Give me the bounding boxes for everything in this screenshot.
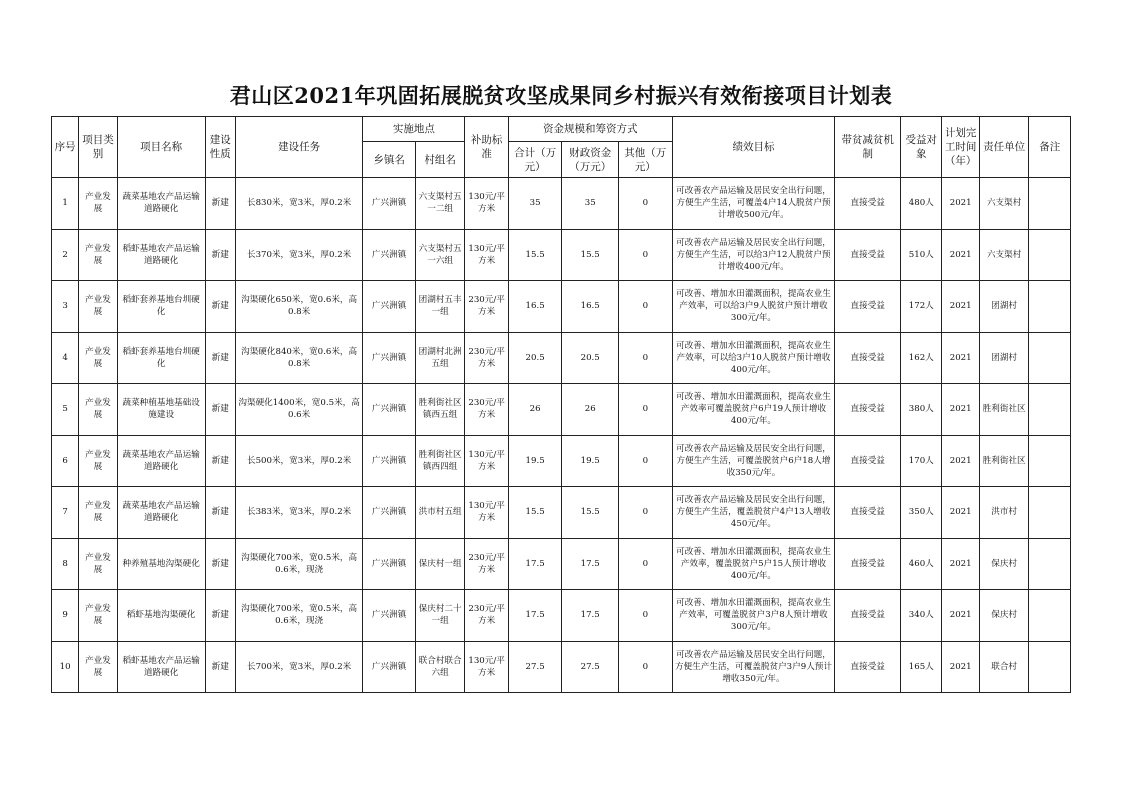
- header-category: 项目类别: [79, 117, 117, 178]
- cell-mechanism: 直接受益: [835, 178, 901, 230]
- cell-category: 产业发展: [79, 641, 117, 693]
- cell-seq: 5: [52, 384, 79, 436]
- cell-village: 保庆村二十一组: [415, 590, 465, 642]
- cell-town: 广兴洲镇: [363, 538, 416, 590]
- cell-nature: 新建: [205, 178, 235, 230]
- cell-remark: [1029, 538, 1071, 590]
- header-task: 建设任务: [235, 117, 362, 178]
- cell-fiscal: 20.5: [562, 332, 619, 384]
- cell-task: 长370米，宽3米，厚0.2米: [235, 229, 362, 281]
- cell-town: 广兴洲镇: [363, 590, 416, 642]
- cell-seq: 4: [52, 332, 79, 384]
- cell-name: 蔬菜基地农产品运输道路硬化: [117, 487, 205, 539]
- cell-name: 蔬菜基地农产品运输道路硬化: [117, 178, 205, 230]
- cell-unit: 胜利街社区: [979, 384, 1029, 436]
- cell-seq: 9: [52, 590, 79, 642]
- cell-village: 联合村联合六组: [415, 641, 465, 693]
- cell-plan-time: 2021: [942, 332, 979, 384]
- cell-subsidy: 230元/平方米: [465, 590, 508, 642]
- cell-nature: 新建: [205, 332, 235, 384]
- cell-unit: 联合村: [979, 641, 1029, 693]
- cell-remark: [1029, 384, 1071, 436]
- cell-village: 保庆村一组: [415, 538, 465, 590]
- cell-beneficiary: 340人: [901, 590, 942, 642]
- cell-goal: 可改善、增加水田灌溉面积，提高农业生产效率，覆盖脱贫户5户15人预计增收400元/年。: [672, 538, 835, 590]
- cell-remark: [1029, 590, 1071, 642]
- header-mechanism: 带贫减贫机制: [835, 117, 901, 178]
- cell-unit: 六支渠村: [979, 229, 1029, 281]
- cell-remark: [1029, 641, 1071, 693]
- cell-fiscal: 19.5: [562, 435, 619, 487]
- cell-fiscal: 16.5: [562, 281, 619, 333]
- cell-beneficiary: 165人: [901, 641, 942, 693]
- header-town: 乡镇名: [363, 142, 416, 178]
- cell-name: 稻虾基地沟渠硬化: [117, 590, 205, 642]
- cell-village: 胜利街社区镇西五组: [415, 384, 465, 436]
- cell-goal: 可改善农产品运输及居民安全出行问题，方便生产生活，可覆盖脱贫户6户18人增收350元/年。: [672, 435, 835, 487]
- table-row: [52, 229, 1071, 281]
- cell-other: 0: [619, 384, 673, 436]
- header-other: 其他（万元）: [619, 142, 673, 178]
- cell-other: 0: [619, 487, 673, 539]
- cell-mechanism: 直接受益: [835, 281, 901, 333]
- cell-plan-time: 2021: [942, 384, 979, 436]
- cell-category: 产业发展: [79, 229, 117, 281]
- cell-category: 产业发展: [79, 435, 117, 487]
- cell-category: 产业发展: [79, 590, 117, 642]
- cell-subsidy: 230元/平方米: [465, 281, 508, 333]
- cell-other: 0: [619, 641, 673, 693]
- cell-other: 0: [619, 538, 673, 590]
- table-row: [52, 384, 1071, 436]
- cell-name: 稻虾基地农产品运输道路硬化: [117, 641, 205, 693]
- cell-total: 15.5: [508, 229, 562, 281]
- cell-fiscal: 17.5: [562, 590, 619, 642]
- cell-fiscal: 17.5: [562, 538, 619, 590]
- cell-unit: 团湖村: [979, 281, 1029, 333]
- cell-name: 蔬菜基地农产品运输道路硬化: [117, 435, 205, 487]
- cell-goal: 可改善农产品运输及居民安全出行问题，方便生产生活，可以给3户12人脱贫户预计增收400元/年。: [672, 229, 835, 281]
- cell-fiscal: 26: [562, 384, 619, 436]
- cell-nature: 新建: [205, 590, 235, 642]
- cell-goal: 可改善、增加水田灌溉面积，提高农业生产效率可覆盖脱贫户6户19人预计增收400元/年。: [672, 384, 835, 436]
- cell-mechanism: 直接受益: [835, 538, 901, 590]
- cell-task: 沟渠硬化840米，宽0.6米，高0.8米: [235, 332, 362, 384]
- cell-subsidy: 130元/平方米: [465, 487, 508, 539]
- cell-seq: 8: [52, 538, 79, 590]
- table-row: [52, 538, 1071, 590]
- cell-task: 沟渠硬化700米，宽0.5米，高0.6米，现浇: [235, 538, 362, 590]
- cell-unit: 洪市村: [979, 487, 1029, 539]
- cell-goal: 可改善农产品运输及居民安全出行问题，方便生产生活，可覆盖4户14人脱贫户预计增收500元/年。: [672, 178, 835, 230]
- cell-nature: 新建: [205, 384, 235, 436]
- cell-other: 0: [619, 590, 673, 642]
- cell-village: 六支渠村五一六组: [415, 229, 465, 281]
- header-unit: 责任单位: [979, 117, 1029, 178]
- cell-task: 沟渠硬化650米，宽0.6米，高0.8米: [235, 281, 362, 333]
- cell-fiscal: 15.5: [562, 229, 619, 281]
- cell-goal: 可改善农产品运输及居民安全出行问题，方便生产生活，覆盖脱贫户4户13人增收450元/年。: [672, 487, 835, 539]
- cell-remark: [1029, 332, 1071, 384]
- cell-nature: 新建: [205, 538, 235, 590]
- cell-seq: 10: [52, 641, 79, 693]
- cell-other: 0: [619, 332, 673, 384]
- cell-remark: [1029, 281, 1071, 333]
- cell-unit: 保庆村: [979, 538, 1029, 590]
- project-plan-table: [51, 116, 1071, 693]
- cell-village: 洪市村五组: [415, 487, 465, 539]
- cell-category: 产业发展: [79, 487, 117, 539]
- cell-other: 0: [619, 229, 673, 281]
- cell-beneficiary: 460人: [901, 538, 942, 590]
- cell-remark: [1029, 487, 1071, 539]
- cell-remark: [1029, 229, 1071, 281]
- cell-category: 产业发展: [79, 538, 117, 590]
- cell-category: 产业发展: [79, 281, 117, 333]
- cell-task: 沟渠硬化1400米，宽0.5米，高0.6米: [235, 384, 362, 436]
- header-location: 实施地点: [363, 117, 465, 142]
- cell-unit: 胜利街社区: [979, 435, 1029, 487]
- cell-beneficiary: 170人: [901, 435, 942, 487]
- cell-seq: 2: [52, 229, 79, 281]
- cell-total: 17.5: [508, 590, 562, 642]
- cell-plan-time: 2021: [942, 590, 979, 642]
- cell-task: 长500米，宽3米，厚0.2米: [235, 435, 362, 487]
- cell-town: 广兴洲镇: [363, 178, 416, 230]
- page-title: 君山区2021年巩固拓展脱贫攻坚成果同乡村振兴有效衔接项目计划表: [229, 83, 893, 108]
- cell-village: 团湖村五丰一组: [415, 281, 465, 333]
- cell-town: 广兴洲镇: [363, 332, 416, 384]
- cell-plan-time: 2021: [942, 641, 979, 693]
- cell-goal: 可改善、增加水田灌溉面积，提高农业生产效率，可以给3户10人脱贫户预计增收400元/年。: [672, 332, 835, 384]
- table-row: [52, 487, 1071, 539]
- cell-subsidy: 230元/平方米: [465, 332, 508, 384]
- cell-plan-time: 2021: [942, 435, 979, 487]
- cell-plan-time: 2021: [942, 229, 979, 281]
- cell-task: 沟渠硬化700米，宽0.5米，高0.6米，现浇: [235, 590, 362, 642]
- cell-remark: [1029, 435, 1071, 487]
- cell-total: 35: [508, 178, 562, 230]
- cell-mechanism: 直接受益: [835, 229, 901, 281]
- header-nature: 建设性质: [205, 117, 235, 178]
- cell-town: 广兴洲镇: [363, 487, 416, 539]
- cell-plan-time: 2021: [942, 281, 979, 333]
- cell-village: 胜利街社区镇西四组: [415, 435, 465, 487]
- table-row: [52, 641, 1071, 693]
- cell-remark: [1029, 178, 1071, 230]
- cell-village: 六支渠村五一二组: [415, 178, 465, 230]
- cell-beneficiary: 380人: [901, 384, 942, 436]
- cell-unit: 保庆村: [979, 590, 1029, 642]
- cell-other: 0: [619, 178, 673, 230]
- header-total: 合计（万元）: [508, 142, 562, 178]
- cell-total: 16.5: [508, 281, 562, 333]
- cell-mechanism: 直接受益: [835, 590, 901, 642]
- header-goal: 绩效目标: [672, 117, 835, 178]
- table-row: [52, 332, 1071, 384]
- cell-category: 产业发展: [79, 384, 117, 436]
- cell-village: 团湖村北洲五组: [415, 332, 465, 384]
- cell-mechanism: 直接受益: [835, 332, 901, 384]
- cell-name: 稻虾套养基地台圳硬化: [117, 281, 205, 333]
- header-plan-time: 计划完工时间（年）: [942, 117, 979, 178]
- cell-town: 广兴洲镇: [363, 229, 416, 281]
- table-row: [52, 435, 1071, 487]
- cell-plan-time: 2021: [942, 487, 979, 539]
- header-fiscal: 财政资金（万元）: [562, 142, 619, 178]
- cell-nature: 新建: [205, 229, 235, 281]
- cell-task: 长700米，宽3米，厚0.2米: [235, 641, 362, 693]
- cell-total: 20.5: [508, 332, 562, 384]
- cell-task: 长830米，宽3米，厚0.2米: [235, 178, 362, 230]
- cell-beneficiary: 162人: [901, 332, 942, 384]
- cell-seq: 3: [52, 281, 79, 333]
- table-row: [52, 281, 1071, 333]
- table-row: [52, 178, 1071, 230]
- cell-beneficiary: 350人: [901, 487, 942, 539]
- cell-beneficiary: 480人: [901, 178, 942, 230]
- cell-subsidy: 130元/平方米: [465, 178, 508, 230]
- cell-name: 蔬菜种植基地基础设施建设: [117, 384, 205, 436]
- cell-town: 广兴洲镇: [363, 435, 416, 487]
- header-name: 项目名称: [117, 117, 205, 178]
- cell-name: 稻虾基地农产品运输道路硬化: [117, 229, 205, 281]
- cell-other: 0: [619, 281, 673, 333]
- header-funds: 资金规模和筹资方式: [508, 117, 672, 142]
- cell-nature: 新建: [205, 435, 235, 487]
- cell-total: 26: [508, 384, 562, 436]
- cell-task: 长383米，宽3米，厚0.2米: [235, 487, 362, 539]
- cell-total: 19.5: [508, 435, 562, 487]
- cell-unit: 六支渠村: [979, 178, 1029, 230]
- cell-other: 0: [619, 435, 673, 487]
- cell-town: 广兴洲镇: [363, 281, 416, 333]
- cell-total: 27.5: [508, 641, 562, 693]
- cell-goal: 可改善、增加水田灌溉面积，提高农业生产效率，可覆盖脱贫户3户8人预计增收300元/年。: [672, 590, 835, 642]
- cell-total: 17.5: [508, 538, 562, 590]
- cell-mechanism: 直接受益: [835, 384, 901, 436]
- header-seq: 序号: [52, 117, 79, 178]
- cell-subsidy: 130元/平方米: [465, 435, 508, 487]
- cell-beneficiary: 172人: [901, 281, 942, 333]
- cell-nature: 新建: [205, 487, 235, 539]
- cell-plan-time: 2021: [942, 538, 979, 590]
- cell-nature: 新建: [205, 641, 235, 693]
- cell-subsidy: 130元/平方米: [465, 229, 508, 281]
- cell-category: 产业发展: [79, 332, 117, 384]
- cell-mechanism: 直接受益: [835, 641, 901, 693]
- header-village: 村组名: [415, 142, 465, 178]
- cell-seq: 7: [52, 487, 79, 539]
- cell-goal: 可改善农产品运输及居民安全出行问题，方便生产生活，可覆盖脱贫户3户9人预计增收350元/年。: [672, 641, 835, 693]
- header-remark: 备注: [1029, 117, 1071, 178]
- cell-mechanism: 直接受益: [835, 487, 901, 539]
- table-header-row: [52, 117, 1071, 142]
- cell-name: 稻虾套养基地台圳硬化: [117, 332, 205, 384]
- cell-town: 广兴洲镇: [363, 641, 416, 693]
- cell-fiscal: 15.5: [562, 487, 619, 539]
- cell-subsidy: 230元/平方米: [465, 384, 508, 436]
- cell-seq: 6: [52, 435, 79, 487]
- cell-seq: 1: [52, 178, 79, 230]
- cell-name: 种养殖基地沟渠硬化: [117, 538, 205, 590]
- cell-beneficiary: 510人: [901, 229, 942, 281]
- table-row: [52, 590, 1071, 642]
- header-subsidy: 补助标准: [465, 117, 508, 178]
- cell-subsidy: 230元/平方米: [465, 538, 508, 590]
- cell-category: 产业发展: [79, 178, 117, 230]
- cell-subsidy: 130元/平方米: [465, 641, 508, 693]
- cell-nature: 新建: [205, 281, 235, 333]
- cell-plan-time: 2021: [942, 178, 979, 230]
- cell-town: 广兴洲镇: [363, 384, 416, 436]
- cell-total: 15.5: [508, 487, 562, 539]
- cell-mechanism: 直接受益: [835, 435, 901, 487]
- cell-fiscal: 35: [562, 178, 619, 230]
- cell-unit: 团湖村: [979, 332, 1029, 384]
- cell-fiscal: 27.5: [562, 641, 619, 693]
- cell-goal: 可改善、增加水田灌溉面积，提高农业生产效率，可以给3户9人脱贫户预计增收300元/年。: [672, 281, 835, 333]
- header-beneficiary: 受益对象: [901, 117, 942, 178]
